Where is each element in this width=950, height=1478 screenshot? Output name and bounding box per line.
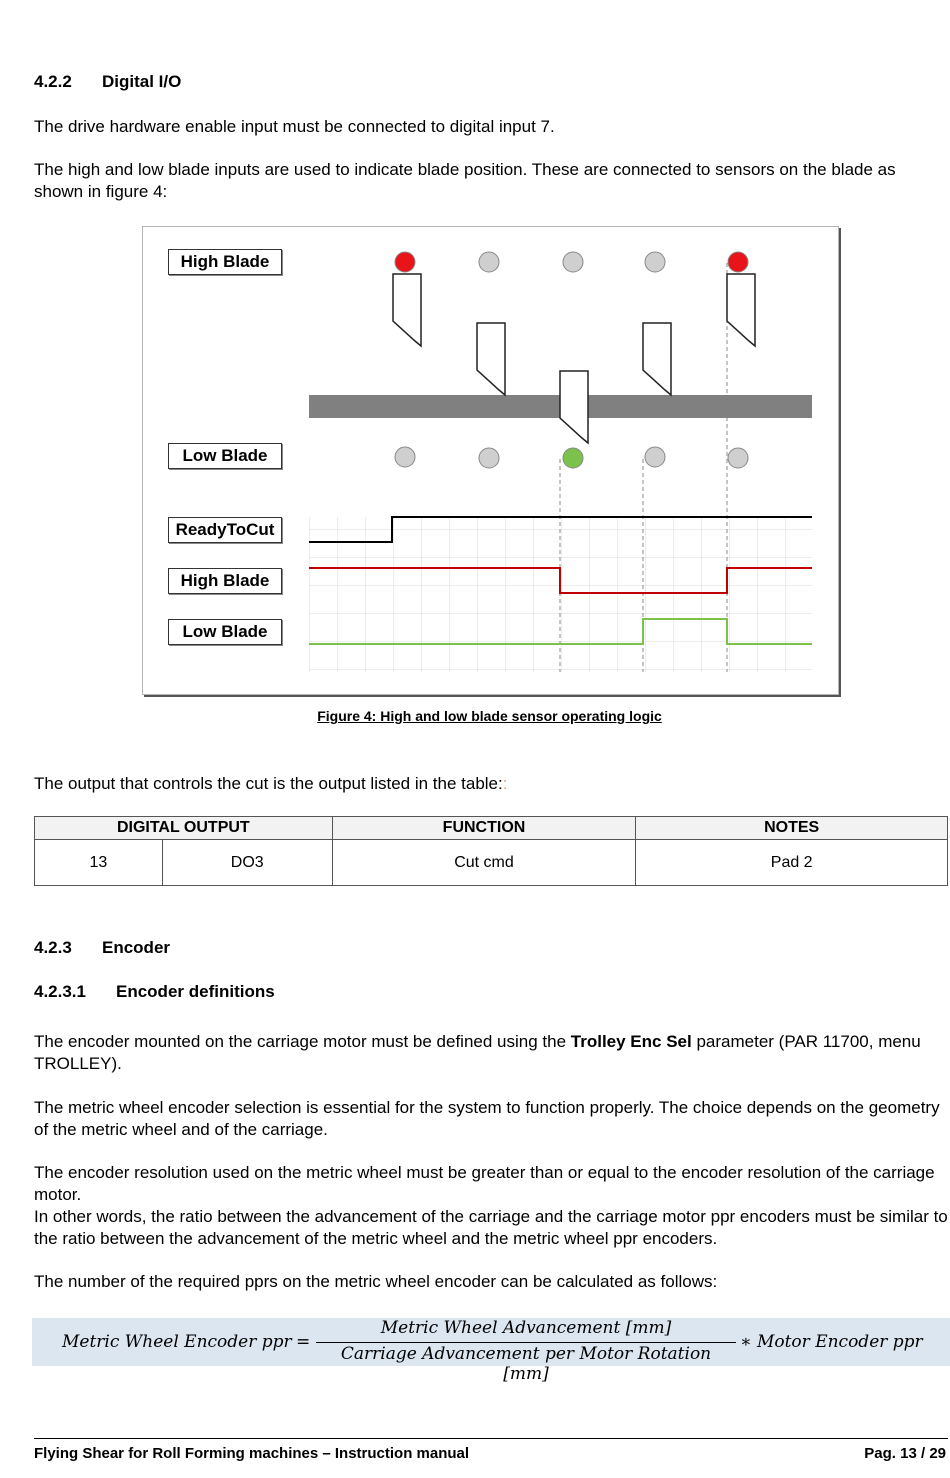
- fraction-line: [316, 1342, 736, 1343]
- low-sensor-5: [728, 448, 748, 468]
- figure-caption: Figure 4: High and low blade sensor operating logic: [317, 708, 662, 724]
- cell-output-number: 13: [35, 840, 163, 886]
- cell-function: Cut cmd: [332, 840, 636, 886]
- header-digital-output: DIGITAL OUTPUT: [35, 817, 333, 840]
- blade-1: [393, 274, 421, 346]
- low-sensor-4: [645, 447, 665, 467]
- param-trolley-enc-sel: Trolley Enc Sel: [570, 1032, 692, 1051]
- high-sensors: [395, 252, 748, 272]
- footer-title: Flying Shear for Roll Forming machines – Instruction manual: [34, 1445, 470, 1462]
- formula-equals: =: [296, 1332, 311, 1352]
- footer-page-number: Pag. 13 / 29: [864, 1445, 946, 1462]
- section-number: 4.2.3.1: [34, 982, 86, 1001]
- header-function: FUNCTION: [332, 817, 636, 840]
- paragraph-metric-wheel-selection: The metric wheel encoder selection is essential for the system to function properly. The choice depends on the geometry of the metric wheel and of the carriage.: [34, 1098, 940, 1139]
- label-high-blade-signal: High Blade: [168, 568, 282, 594]
- label-high-blade-sensor: High Blade: [168, 249, 282, 275]
- para4-text-c: parameter (PAR 11700, menu TROLLEY).: [34, 1032, 921, 1073]
- output-intro-suffix: :: [502, 774, 508, 793]
- low-sensor-3: [563, 448, 583, 468]
- paragraph-hardware-enable: The drive hardware enable input must be connected to digital input 7.: [34, 117, 555, 136]
- digital-output-table: [34, 816, 948, 886]
- high-sensor-5: [728, 252, 748, 272]
- formula-block: [32, 1318, 950, 1384]
- section-title: Encoder: [102, 938, 171, 957]
- paragraph-output-intro: [34, 773, 949, 795]
- paragraph-encoder-mounted: [34, 1031, 949, 1075]
- para4-text-a: The encoder mounted on the carriage motor must be defined using the: [34, 1032, 571, 1051]
- table-row: [35, 840, 948, 886]
- output-intro-text: The output that controls the cut is the output listed in the table:: [34, 774, 503, 793]
- low-sensors: [395, 447, 748, 468]
- section-title: Digital I/O: [102, 72, 182, 91]
- header-notes: NOTES: [636, 817, 948, 840]
- cell-notes: Pad 2: [636, 840, 948, 886]
- label-low-blade-sensor: Low Blade: [168, 443, 282, 469]
- high-sensor-3: [563, 252, 583, 272]
- footer-divider: [34, 1438, 948, 1439]
- section-heading-4-2-3-1: [34, 982, 275, 1002]
- section-heading-4-2-2: [34, 72, 181, 92]
- blade-3: [560, 371, 588, 443]
- blade-5: [727, 274, 755, 346]
- label-low-blade-signal: Low Blade: [168, 619, 282, 645]
- section-number: 4.2.3: [34, 938, 72, 957]
- low-sensor-1: [395, 447, 415, 467]
- formula-rhs: ∗ Motor Encoder ppr: [740, 1332, 923, 1352]
- blade-2: [477, 323, 505, 395]
- paragraph-required-pprs: The number of the required pprs on the metric wheel encoder can be calculated as follows:: [34, 1272, 718, 1291]
- high-sensor-1: [395, 252, 415, 272]
- label-ready-to-cut: ReadyToCut: [168, 517, 282, 543]
- high-sensor-4: [645, 252, 665, 272]
- table-header-row: [35, 817, 948, 840]
- paragraph-blade-inputs: The high and low blade inputs are used to indicate blade position. These are connected to sensors on the blade as shown in figure 4:: [34, 160, 896, 201]
- high-sensor-2: [479, 252, 499, 272]
- low-sensor-2: [479, 448, 499, 468]
- section-number: 4.2.2: [34, 72, 72, 91]
- formula-numerator: Metric Wheel Advancement [mm]: [380, 1318, 672, 1338]
- blade-4: [643, 323, 671, 395]
- formula-denominator: Carriage Advancement per Motor Rotation [mm]: [340, 1344, 712, 1384]
- section-title: Encoder definitions: [116, 982, 275, 1001]
- section-heading-4-2-3: [34, 938, 170, 958]
- formula-lhs: Metric Wheel Encoder ppr: [62, 1332, 292, 1352]
- paragraph-encoder-resolution: The encoder resolution used on the metric wheel must be greater than or equal to the encoder resolution of the carriage motor.: [34, 1163, 935, 1204]
- cell-output-name: DO3: [162, 840, 332, 886]
- paragraph-ratio: In other words, the ratio between the advancement of the carriage and the carriage motor ppr encoders must be similar to the ratio between the advancement of the metric wheel and the metric wheel ppr encoders.: [34, 1207, 948, 1248]
